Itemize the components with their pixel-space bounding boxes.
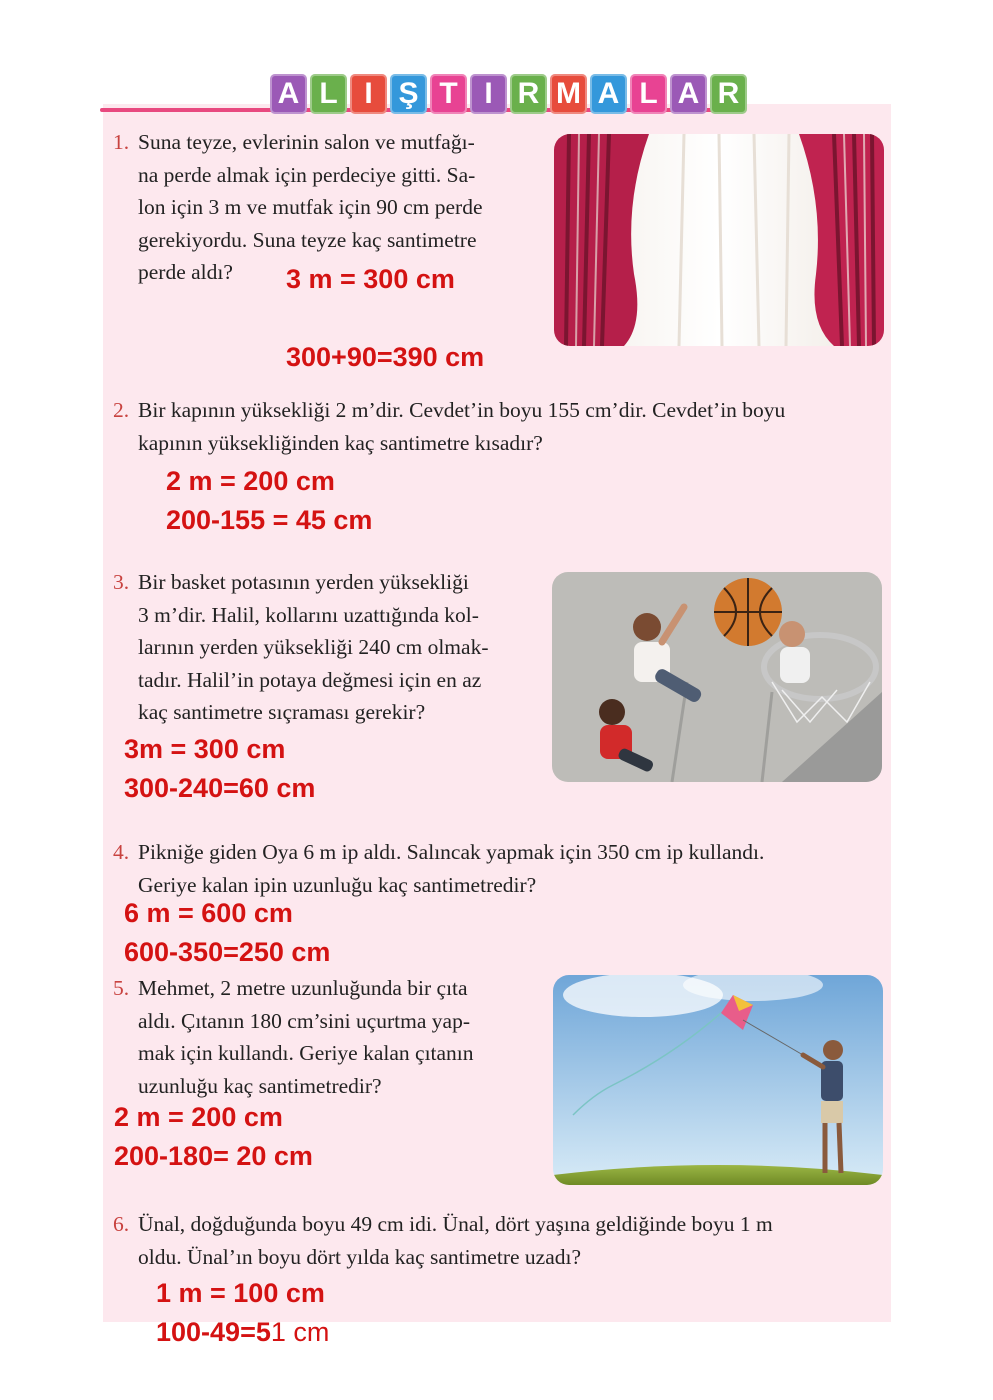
title-letter: I [470, 74, 507, 114]
title-letter: L [310, 74, 347, 114]
title-letter: T [430, 74, 467, 114]
answer-5-line-1: 2 m = 200 cm [114, 1102, 283, 1132]
title-letter: Ş [390, 74, 427, 114]
question-line: uzunluğu kaç santimetredir? [138, 1073, 382, 1098]
kite-photo [553, 975, 883, 1185]
question-line: gerekiyordu. Suna teyze kaç santimetre [138, 227, 477, 252]
answer-1-line-2: 300+90=390 cm [286, 342, 485, 372]
question-number: 2. [113, 398, 130, 422]
answer-3-line-1: 3m = 300 cm [124, 734, 286, 764]
question-line: perde aldı? [138, 260, 233, 284]
question-line: mak için kullandı. Geriye kalan çıtanın [138, 1041, 474, 1065]
question-line: 3 m’dir. Halil, kollarını uzattığında kol- [138, 602, 479, 627]
question-4 [113, 836, 883, 901]
question-2 [113, 394, 883, 459]
question-6 [113, 1208, 883, 1273]
title-letter: A [270, 74, 307, 114]
question-number: 1. [113, 130, 130, 154]
question-line: Geriye kalan ipin uzunluğu kaç santimetredir? [138, 872, 537, 897]
question-line: Bir kapının yüksekliği 2 m’dir. Cevdet’in boyu 155 cm’dir. Cevdet’in boyu [138, 398, 786, 422]
answer-1-line-1: 3 m = 300 cm [286, 264, 455, 294]
curtains-photo [554, 134, 884, 346]
answer-2-line-1: 2 m = 200 cm [166, 466, 335, 496]
question-number: 5. [113, 976, 130, 1000]
question-line: aldı. Çıtanın 180 cm’sini uçurtma yap- [138, 1008, 470, 1033]
title-letter: I [350, 74, 387, 114]
question-line: oldu. Ünal’ın boyu dört yılda kaç santimetre uzadı? [138, 1244, 582, 1269]
answer-6-bold-part: 100-49=5 [156, 1317, 271, 1347]
question-number: 3. [113, 570, 130, 594]
answer-2-line-2: 200-155 = 45 cm [166, 505, 373, 535]
answer-6-line-1: 1 m = 100 cm [156, 1278, 325, 1308]
question-number: 4. [113, 840, 130, 864]
question-3 [113, 566, 543, 729]
title-letter: M [550, 74, 587, 114]
title-letter: R [510, 74, 547, 114]
question-line: lon için 3 m ve mutfak için 90 cm perde [138, 195, 483, 219]
question-line: Suna teyze, evlerinin salon ve mutfağı- [138, 130, 475, 154]
title-letter: R [710, 74, 747, 114]
question-line: Mehmet, 2 metre uzunluğunda bir çıta [138, 976, 468, 1000]
question-line: kaç santimetre sıçraması gerekir? [138, 700, 426, 724]
answer-4-line-2: 600-350=250 cm [124, 937, 331, 967]
answer-5-line-2: 200-180= 20 cm [114, 1141, 313, 1171]
title-letter: A [670, 74, 707, 114]
question-number: 6. [113, 1212, 130, 1236]
question-line: Pikniğe giden Oya 6 m ip aldı. Salıncak yapmak için 350 cm ip kullandı. [138, 840, 765, 864]
question-line: Ünal, doğduğunda boyu 49 cm idi. Ünal, dört yaşına geldiğinde boyu 1 m [138, 1212, 773, 1236]
answer-3-line-2: 300-240=60 cm [124, 773, 316, 803]
section-title [270, 74, 747, 116]
answer-6-plain-part: 1 cm [270, 1317, 330, 1347]
title-letter: A [590, 74, 627, 114]
question-line: larının yerden yüksekliği 240 cm olmak- [138, 635, 489, 659]
question-line: tadır. Halil’in potaya değmesi için en az [138, 667, 482, 692]
question-5 [113, 972, 543, 1102]
question-line: kapının yüksekliğinden kaç santimetre kısadır? [138, 430, 543, 455]
basketball-photo [552, 572, 882, 782]
answer-6-line-2 [156, 1313, 329, 1352]
question-line: Bir basket potasının yerden yüksekliği [138, 570, 469, 594]
title-letter: L [630, 74, 667, 114]
answer-4-line-1: 6 m = 600 cm [124, 898, 293, 928]
question-line: na perde almak için perdeciye gitti. Sa- [138, 162, 476, 187]
